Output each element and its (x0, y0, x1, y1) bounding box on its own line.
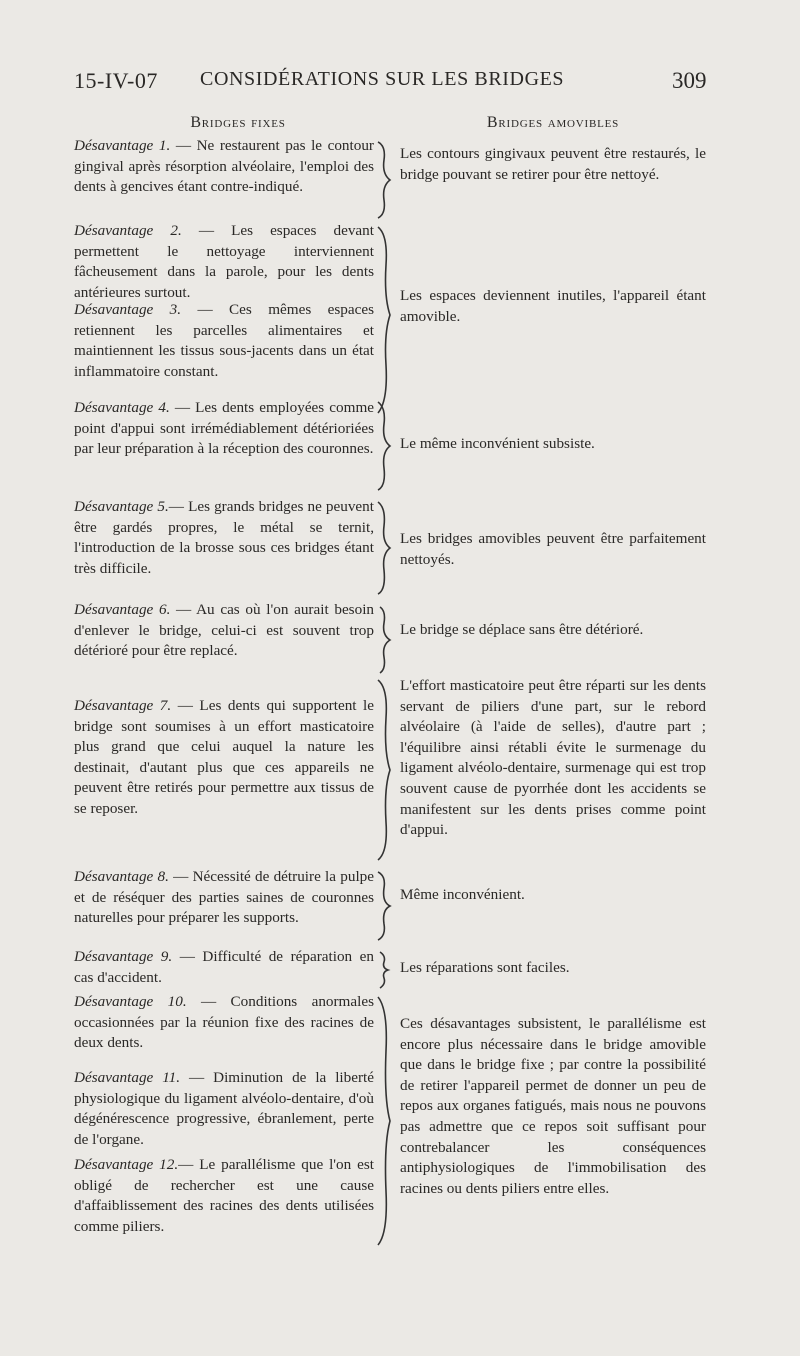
removable-text: Les contours gingivaux peuvent être restaurés, le bridge pouvant se retirer pour être nettoyé. (400, 145, 706, 183)
removable-text: Le même inconvénient subsiste. (400, 435, 595, 452)
disadvantage-label: Désavantage 7. (74, 697, 172, 714)
disadvantage-text: — Ces mêmes espaces retiennent les parcelles alimentaires et maintiennent les tissus sous-jacents dans un état inflammatoire constant. (74, 301, 374, 380)
disadvantage-text: — Difficulté de réparation en cas d'accident. (74, 948, 374, 986)
page-number: 309 (672, 68, 707, 93)
disadvantage-label: Désavantage 10. (74, 993, 187, 1010)
fixed-entry-8 (74, 867, 374, 929)
brace-9 (372, 950, 396, 990)
fixed-entry-5 (74, 497, 374, 579)
fixed-entry-1 (74, 136, 374, 198)
removable-text: Les réparations sont faciles. (400, 959, 570, 976)
fixed-entry-3 (74, 300, 374, 382)
disadvantage-text: — Ne restaurent pas le contour gingival après résorption alvéolaire, l'emploi des dents à gencives étant contre-indiqué. (74, 137, 374, 196)
header-title: CONSIDÉRATIONS SUR LES BRIDGES (200, 68, 565, 90)
fixed-entry-12 (74, 1155, 374, 1237)
removable-text: L'effort masticatoire peut être réparti sur les dents servant de piliers d'une part, sur le rebord alvéolaire (à l'aide de selles), d'autre part ; l'équilibre ainsi rétabli évite le surmenage du ligament alvéolo-dentaire, surmenage qui est trop souvent cause de pyorrhée dont les accidents se manifestent sur les dents prises comme point d'appui. (400, 677, 706, 839)
fixed-entry-9 (74, 947, 374, 988)
disadvantage-label: Désavantage 1. (74, 137, 171, 154)
removable-text: Les bridges amovibles peuvent être parfaitement nettoyés. (400, 530, 706, 568)
brace-4 (372, 400, 396, 492)
disadvantage-label: Désavantage 5. (74, 498, 169, 515)
disadvantage-text: — Nécessité de détruire la pulpe et de réséquer des parties saines de couronnes naturelles pour préparer les supports. (74, 868, 374, 927)
disadvantage-label: Désavantage 11. (74, 1069, 181, 1086)
disadvantage-label: Désavantage 4. (74, 399, 170, 416)
disadvantage-text: — Les espaces devant permettent le nettoyage interviennent fâcheusement dans la parole, pour les dents antérieures surtout. (74, 222, 374, 301)
running-header (0, 68, 800, 108)
brace-8 (372, 870, 396, 942)
removable-entry-4 (400, 434, 706, 455)
brace-5 (372, 500, 396, 596)
removable-entry-1 (400, 144, 706, 185)
disadvantage-text: — Conditions anormales occasionnées par la réunion fixe des racines de deux dents. (74, 993, 374, 1052)
removable-text: Les espaces deviennent inutiles, l'appareil étant amovible. (400, 287, 706, 325)
disadvantage-text: — Les dents qui supportent le bridge sont soumises à un effort masticatoire plus grand que celui auquel la nature les destinait, d'autant plus que ces appareils ne peuvent être retirés pour permettre aux tissus de se reposer. (74, 697, 374, 817)
removable-text: Même inconvénient. (400, 886, 525, 903)
removable-entry-5 (400, 529, 706, 570)
brace-7 (372, 678, 396, 862)
disadvantage-label: Désavantage 2. (74, 222, 182, 239)
removable-text: Le bridge se déplace sans être détérioré. (400, 621, 644, 638)
brace-6 (372, 605, 396, 675)
disadvantage-text: — Les grands bridges ne peuvent être gardés propres, le métal se ternit, l'introduction de la brosse sous ces bridges étant très difficile. (74, 498, 374, 577)
header-date: 15-IV-07 (74, 68, 158, 93)
fixed-entry-10 (74, 992, 374, 1054)
removable-entry-8 (400, 885, 706, 906)
disadvantage-text: — Le parallélisme que l'on est obligé de rechercher est une cause d'affaiblissement des racines des dents utilisées comme piliers. (74, 1156, 374, 1235)
disadvantage-label: Désavantage 6. (74, 601, 171, 618)
brace-1 (372, 140, 396, 220)
fixed-entry-2 (74, 221, 374, 303)
removable-entry-7 (400, 676, 706, 841)
brace-10-12 (372, 995, 396, 1247)
fixed-entry-11 (74, 1068, 374, 1150)
brace-2-3 (372, 225, 396, 415)
disadvantage-text: — Au cas où l'on aurait besoin d'enlever le bridge, celui-ci est souvent trop détérioré pour être replacé. (74, 601, 375, 660)
fixed-entry-6 (74, 600, 374, 662)
disadvantage-text: — Diminution de la liberté physiologique du ligament alvéolo-dentaire, d'où dégénérescence progressive, ébranlement, perte de l'organe. (74, 1069, 374, 1148)
removable-entry-9 (400, 958, 706, 979)
column-heading-removable: Bridges amovibles (486, 114, 620, 131)
column-heading-fixed: Bridges fixes (190, 114, 286, 131)
disadvantage-label: Désavantage 9. (74, 948, 173, 965)
disadvantage-label: Désavantage 12. (74, 1156, 179, 1173)
removable-entry-3 (400, 286, 706, 327)
disadvantage-text: — Les dents employées comme point d'appui sont irrémédiablement détérioriées par leur préparation à la réception des couronnes. (74, 399, 374, 458)
disadvantage-label: Désavantage 3. (74, 301, 182, 318)
fixed-entry-4 (74, 398, 374, 460)
removable-entry-11 (400, 1014, 706, 1199)
removable-entry-6 (400, 620, 706, 641)
removable-text: Ces désavantages subsistent, le parallélisme est encore plus nécessaire dans le bridge amovible que dans le bridge fixe ; par contre la possibilité de retirer l'appareil permet de donner un peu de repos aux organes fatigués, mais nous ne pouvons pas admettre que ce repos soit suffisant pour contrebalancer les conséquences antiphysiologiques de l'immobilisation des racines ou dents piliers entre elles. (400, 1015, 706, 1197)
fixed-entry-7 (74, 696, 374, 820)
disadvantage-label: Désavantage 8. (74, 868, 169, 885)
